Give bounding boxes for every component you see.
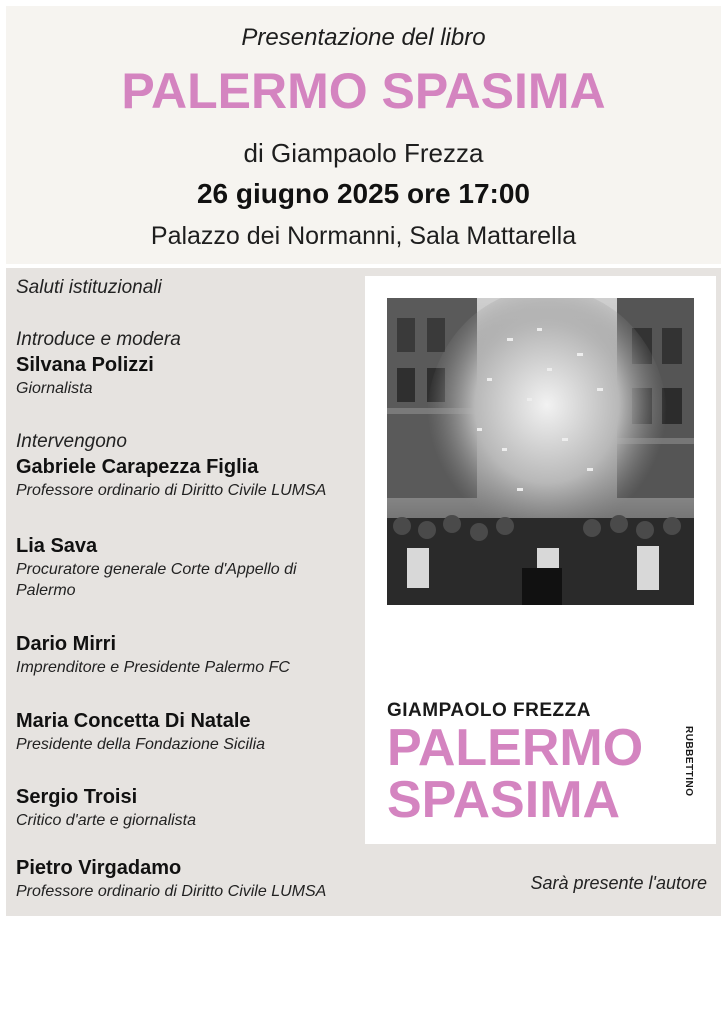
publisher-name: RUBBETTINO [683,726,694,797]
book-cover [365,276,716,844]
speaker-role: Professore ordinario di Diritto Civile LUMSA [16,883,327,900]
speaker-name: Pietro Virgadamo [16,857,182,879]
speaker-role: Procuratore generale Corte d'Appello di [16,561,297,578]
speaker-block [16,533,366,601]
moderator-block [16,328,366,399]
speaker-block [16,784,366,831]
book-title: PALERMO SPASIMA [121,63,606,119]
presentation-subtitle: Presentazione del libro [241,24,486,51]
speaker-name: Gabriele Carapezza Figlia [16,456,259,478]
cover-photo [387,298,694,605]
author-line: di Giampaolo Frezza [243,138,484,168]
moderator-role: Giornalista [16,380,93,397]
program-panel [6,268,721,916]
speaker-role: Presidente della Fondazione Sicilia [16,736,266,753]
speaker-role: Professore ordinario di Diritto Civile LUMSA [16,482,327,499]
speaker-role: Imprenditore e Presidente Palermo FC [16,659,290,676]
speaker-block [16,631,366,678]
greetings-label: Saluti istituzionali [16,277,162,298]
speaker-block [16,708,366,755]
event-venue: Palazzo dei Normanni, Sala Mattarella [150,222,577,250]
speaker-block [16,855,366,902]
event-header [6,6,721,264]
cover-title-line1: PALERMO [387,719,644,777]
speakers-heading: Intervengono [16,431,127,452]
cover-title-line2: SPASIMA [387,771,621,829]
speaker-name: Dario Mirri [16,633,117,655]
speaker-name: Sergio Troisi [16,786,138,808]
speaker-name: Maria Concetta Di Natale [16,710,251,732]
cover-title [387,719,644,829]
speaker-name: Lia Sava [16,535,98,557]
moderator-name: Silvana Polizzi [16,354,154,376]
greetings-block [16,276,366,300]
cover-author: GIAMPAOLO FREZZA [387,700,591,721]
author-presence-note: Sarà presente l'autore [530,873,707,893]
speaker-block [16,430,366,501]
speaker-role: Critico d'arte e giornalista [16,812,197,829]
speaker-role-cont: Palermo [16,582,76,599]
moderator-heading: Introduce e modera [16,329,181,350]
confetti-crowd-image [387,298,694,605]
event-datetime: 26 giugno 2025 ore 17:00 [196,178,531,209]
